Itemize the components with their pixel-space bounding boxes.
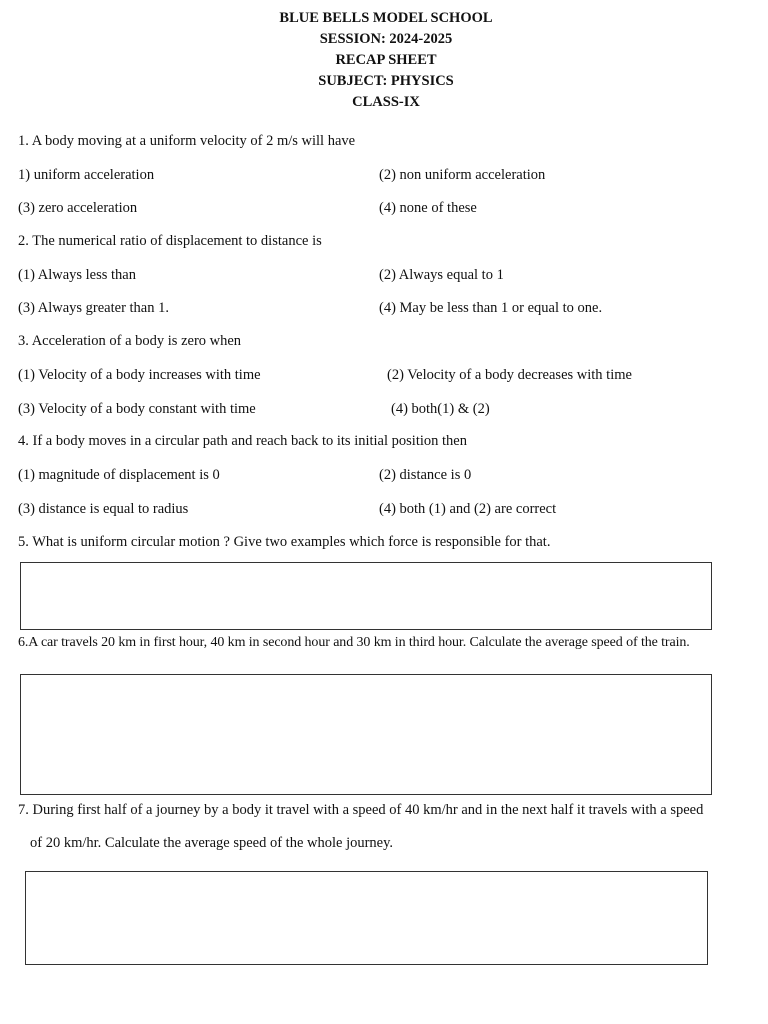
question-3-option-3: (3) Velocity of a body constant with time: [18, 401, 256, 417]
question-2-option-3: (3) Always greater than 1.: [18, 300, 169, 316]
question-7-text-line-1: 7. During first half of a journey by a body it travel with a speed of 40 km/hr and in the next half it travels with a speed: [18, 802, 704, 818]
question-1-text: 1. A body moving at a uniform velocity of 2 m/s will have: [18, 133, 356, 149]
session-label: SESSION: 2024-2025: [319, 31, 453, 47]
question-3-option-2: (2) Velocity of a body decreases with time: [387, 367, 632, 383]
answer-box-6[interactable]: [20, 674, 712, 795]
question-4-option-1: (1) magnitude of displacement is 0: [18, 467, 220, 483]
question-4-option-3: (3) distance is equal to radius: [18, 501, 189, 517]
question-2-option-4: (4) May be less than 1 or equal to one.: [379, 300, 603, 316]
question-5-text: 5. What is uniform circular motion ? Give two examples which force is responsible for that.: [18, 534, 551, 550]
question-1-option-1: 1) uniform acceleration: [18, 167, 155, 183]
question-4-text: 4. If a body moves in a circular path and reach back to its initial position then: [18, 433, 467, 449]
question-2-option-2: (2) Always equal to 1: [379, 267, 504, 283]
question-1-option-2: (2) non uniform acceleration: [379, 167, 546, 183]
question-7-text-line-2: of 20 km/hr. Calculate the average speed of the whole journey.: [30, 835, 394, 851]
school-name: BLUE BELLS MODEL SCHOOL: [279, 10, 493, 26]
question-1-option-4: (4) none of these: [379, 200, 477, 216]
answer-box-5[interactable]: [20, 562, 712, 630]
answer-box-7[interactable]: [25, 871, 708, 965]
question-6-text: 6.A car travels 20 km in first hour, 40 km in second hour and 30 km in third hour. Calculate the average speed of the train.: [18, 635, 690, 650]
question-1-option-3: (3) zero acceleration: [18, 200, 138, 216]
question-3-text: 3. Acceleration of a body is zero when: [18, 333, 242, 349]
subject-label: SUBJECT: PHYSICS: [318, 73, 454, 89]
question-4-option-2: (2) distance is 0: [379, 467, 472, 483]
question-3-option-1: (1) Velocity of a body increases with time: [18, 367, 261, 383]
class-label: CLASS-IX: [352, 94, 420, 110]
question-2-text: 2. The numerical ratio of displacement to distance is: [18, 233, 322, 249]
question-2-option-1: (1) Always less than: [18, 267, 136, 283]
sheet-title: RECAP SHEET: [335, 52, 437, 68]
question-4-option-4: (4) both (1) and (2) are correct: [379, 501, 557, 517]
question-3-option-4: (4) both(1) & (2): [391, 401, 490, 417]
